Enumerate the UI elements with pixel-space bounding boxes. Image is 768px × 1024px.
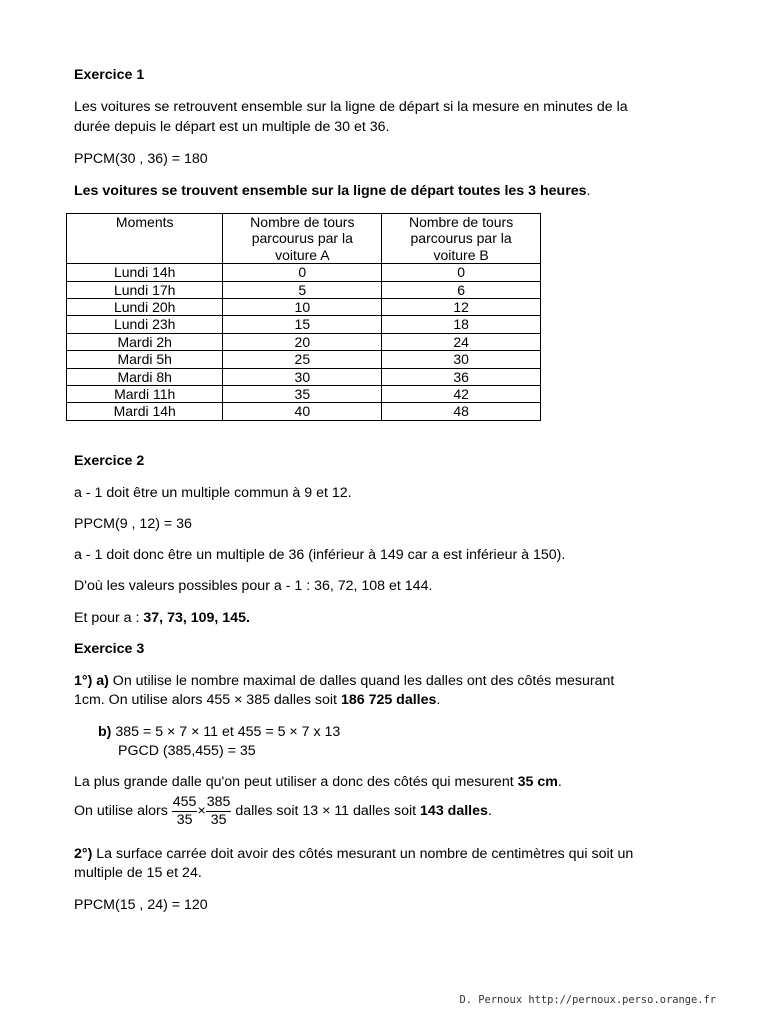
- table-cell: 42: [382, 386, 541, 403]
- table-cell: 20: [223, 333, 382, 350]
- answer-values: 37, 73, 109, 145.: [143, 610, 250, 626]
- q1-line2-end: .: [436, 692, 441, 708]
- exercise-3-q1-line-2: [74, 691, 440, 710]
- exercise-3-b-line: [98, 723, 340, 742]
- table-cell: Mardi 14h: [67, 403, 223, 420]
- exercise-1-title: Exercice 1: [74, 67, 145, 83]
- table-cell: 0: [223, 264, 382, 281]
- exercise-1-conclusion: [74, 182, 590, 201]
- table-row: [67, 333, 541, 350]
- table-row: [67, 299, 541, 316]
- biggest-tile-text: La plus grande dalle qu'on peut utiliser a donc des côtés qui mesurent: [74, 774, 518, 790]
- exercise-2-line-3: a - 1 doit donc être un multiple de 36 (inférieur à 149 car a est inférieur à 150).: [74, 547, 566, 563]
- exercise-1-ppcm: PPCM(30 , 36) = 180: [74, 151, 208, 167]
- table-header-car-a-text: Nombre de tours parcourus par la voiture A: [250, 214, 355, 263]
- fraction-455-35: [172, 794, 198, 829]
- q2-text: La surface carrée doit avoir des côtés mesurant un nombre de centimètres qui soit un: [92, 846, 634, 862]
- fraction-denominator: 35: [210, 812, 227, 828]
- exercise-2-title: Exercice 2: [74, 453, 145, 469]
- fraction-numerator: 455: [172, 794, 197, 810]
- exercise-3-tile-count: [74, 794, 492, 829]
- fraction-numerator: 385: [206, 794, 231, 810]
- table-cell: 15: [223, 316, 382, 333]
- table-header-car-a: [223, 214, 382, 264]
- q1-line2-text: 1cm. On utilise alors 455 × 385 dalles soit: [74, 692, 341, 708]
- b-text: 385 = 5 × 7 × 11 et 455 = 5 × 7 x 13: [111, 724, 341, 740]
- q1-line2-bold: 186 725 dalles: [340, 692, 437, 708]
- exercise-2-line-5: [74, 609, 250, 628]
- table-header-car-b-text: Nombre de tours parcourus par la voiture B: [408, 214, 514, 263]
- table-header-car-b: [382, 214, 541, 264]
- table-row: [67, 281, 541, 298]
- table-cell: Mardi 2h: [67, 333, 223, 350]
- table-cell: Mardi 5h: [67, 351, 223, 368]
- exercise-3-ppcm: PPCM(15 , 24) = 120: [74, 897, 208, 913]
- table-cell: 5: [223, 281, 382, 298]
- table-cell: 0: [382, 264, 541, 281]
- tile-count-prefix: On utilise alors: [74, 803, 172, 819]
- table-cell: 30: [223, 368, 382, 385]
- exercise-1-paragraph-line-1: Les voitures se retrouvent ensemble sur la ligne de départ si la mesure en minutes de la: [74, 99, 628, 115]
- table-row: [67, 264, 541, 281]
- exercise-3-q2-line-1: [74, 845, 633, 864]
- tile-count-end: .: [487, 803, 492, 819]
- b-label: b): [98, 724, 112, 740]
- times-sign: ×: [197, 803, 206, 819]
- table-cell: Mardi 8h: [67, 368, 223, 385]
- exercise-3-pgcd: PGCD (385,455) = 35: [118, 743, 256, 759]
- table-cell: 30: [382, 351, 541, 368]
- table-cell: Lundi 23h: [67, 316, 223, 333]
- table-row: [67, 351, 541, 368]
- table-row: [67, 386, 541, 403]
- table-cell: 12: [382, 299, 541, 316]
- exercise-1-paragraph-line-2: durée depuis le départ est un multiple de 30 et 36.: [74, 119, 390, 135]
- q1-label: 1°) a): [74, 673, 109, 689]
- exercise-3-title: Exercice 3: [74, 641, 145, 657]
- table-cell: 48: [382, 403, 541, 420]
- table-cell: Lundi 17h: [67, 281, 223, 298]
- table-cell: Lundi 14h: [67, 264, 223, 281]
- exercise-2-line-1: a - 1 doit être un multiple commun à 9 et 12.: [74, 485, 352, 501]
- table-header-moments: Moments: [67, 214, 223, 264]
- table-row: [67, 316, 541, 333]
- table-cell: 36: [382, 368, 541, 385]
- conclusion-bold: Les voitures se trouvent ensemble sur la ligne de départ toutes les 3 heures: [74, 183, 587, 199]
- table-cell: 25: [223, 351, 382, 368]
- fraction-385-35: [206, 794, 232, 829]
- tile-count-result: 143 dalles: [420, 803, 488, 819]
- page-footer: D. Pernoux http://pernoux.perso.orange.fr: [459, 994, 716, 1006]
- table-cell: 24: [382, 333, 541, 350]
- table-cell: Mardi 11h: [67, 386, 223, 403]
- q2-label: 2°): [74, 846, 93, 862]
- table-cell: 18: [382, 316, 541, 333]
- table-cell: 6: [382, 281, 541, 298]
- exercise-2-line-2: PPCM(9 , 12) = 36: [74, 516, 192, 532]
- table-row: [67, 368, 541, 385]
- table-cell: 10: [223, 299, 382, 316]
- table-cell: 40: [223, 403, 382, 420]
- table-cell: Lundi 20h: [67, 299, 223, 316]
- table-header-row: [67, 214, 541, 264]
- exercise-3-q1-line-1: [74, 672, 614, 691]
- laps-table: [66, 213, 541, 421]
- table-cell: 35: [223, 386, 382, 403]
- tile-count-middle: dalles soit 13 × 11 dalles soit: [231, 803, 421, 819]
- biggest-tile-end: .: [557, 774, 562, 790]
- answer-prefix: Et pour a :: [74, 610, 144, 626]
- conclusion-end: .: [586, 183, 591, 199]
- exercise-3-biggest-tile: [74, 773, 562, 792]
- biggest-tile-size: 35 cm: [517, 774, 558, 790]
- exercise-2-line-4: D'où les valeurs possibles pour a - 1 : 36, 72, 108 et 144.: [74, 578, 433, 594]
- table-row: [67, 403, 541, 420]
- fraction-denominator: 35: [176, 812, 193, 828]
- exercise-3-q2-line-2: multiple de 15 et 24.: [74, 865, 202, 881]
- q1-text: On utilise le nombre maximal de dalles quand les dalles ont des côtés mesurant: [108, 673, 615, 689]
